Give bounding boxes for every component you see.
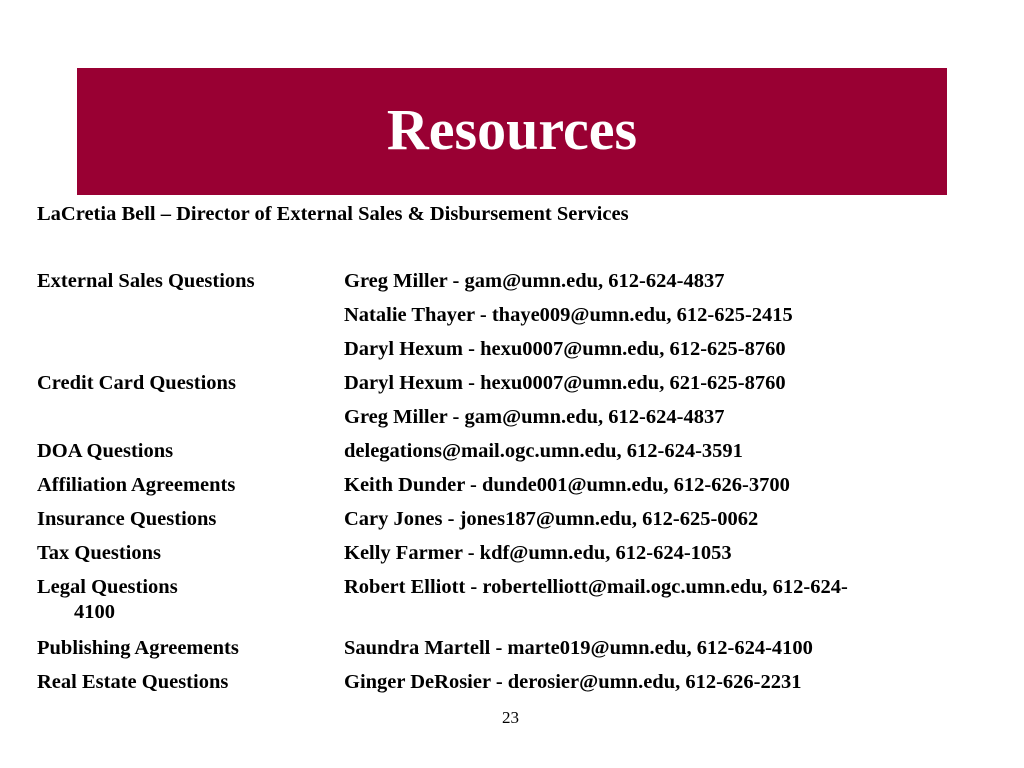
row-category: Insurance Questions [37,508,217,530]
row-category: Credit Card Questions [37,372,236,394]
row-category: Publishing Agreements [37,637,239,659]
row-contact: Natalie Thayer - thaye009@umn.edu, 612-625-2415 [344,304,793,326]
row-category: Tax Questions [37,542,161,564]
title-banner [77,68,947,195]
slide-title: Resources [386,96,638,162]
row-contact: Greg Miller - gam@umn.edu, 612-624-4837 [344,270,725,292]
director-line: LaCretia Bell – Director of External Sales & Disbursement Services [37,203,629,225]
row-contact: Daryl Hexum - hexu0007@umn.edu, 612-625-8760 [344,338,786,360]
row-contact: Keith Dunder - dunde001@umn.edu, 612-626-3700 [344,474,790,496]
row-contact: Daryl Hexum - hexu0007@umn.edu, 621-625-8760 [344,372,786,394]
row-contact-continuation: 4100 [74,601,115,623]
row-contact: Greg Miller - gam@umn.edu, 612-624-4837 [344,406,725,428]
row-contact: Ginger DeRosier - derosier@umn.edu, 612-626-2231 [344,671,802,693]
row-contact: Kelly Farmer - kdf@umn.edu, 612-624-1053 [344,542,732,564]
row-category: DOA Questions [37,440,174,462]
row-category: Affiliation Agreements [37,474,236,496]
page-number: 23 [502,708,519,727]
row-contact: delegations@mail.ogc.umn.edu, 612-624-3591 [344,440,743,462]
row-contact: Robert Elliott - robertelliott@mail.ogc.umn.edu, 612-624- [344,576,848,598]
row-category: Real Estate Questions [37,671,229,693]
row-category: External Sales Questions [37,270,255,292]
row-contact: Saundra Martell - marte019@umn.edu, 612-624-4100 [344,637,813,659]
row-contact: Cary Jones - jones187@umn.edu, 612-625-0062 [344,508,759,530]
row-category: Legal Questions [37,576,178,598]
